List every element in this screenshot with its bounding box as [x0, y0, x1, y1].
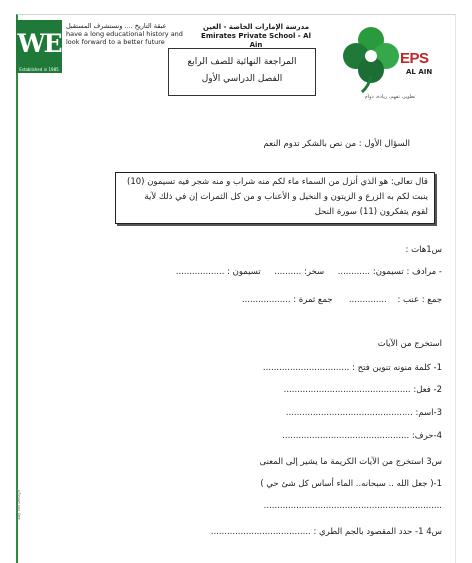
- school-name-english: Emirates Private School - Al Ain: [201, 32, 311, 49]
- plural-row: [242, 294, 442, 306]
- extract-item-blank[interactable]: ...............................................: [283, 385, 411, 395]
- synonym-row: [176, 266, 442, 278]
- extract-heading: استخرج من الآيات: [377, 339, 442, 349]
- clover-icon: [336, 20, 406, 94]
- verse-line-3: لقوم يتفكرون (11) سورة النحل: [314, 207, 428, 217]
- sakhar-label: سخر:: [304, 267, 325, 277]
- jam-thamara-label: جمع ثمرة :: [293, 295, 333, 305]
- extract-item-blank[interactable]: ...............................................: [285, 408, 413, 418]
- document-title: المراجعة النهائية للصف الرابع: [187, 57, 297, 67]
- question1-heading: السؤال الأول : من نص بالشكر تدوم النعم: [263, 139, 410, 149]
- question3-item-1: 1-( جعل الله .. سبحانه.. الماء أساس كل شئ حي ): [260, 479, 442, 489]
- extract-item-label: 2- فعل:: [413, 385, 442, 395]
- document-subtitle: الفصل الدراسي الأول: [201, 74, 283, 84]
- eps-brand: EPS: [400, 50, 429, 67]
- extract-item-4: [282, 430, 442, 442]
- extract-item-label: 4-حرف:: [411, 431, 442, 441]
- extract-item-label: 1- كلمة منونه تنوين فتح :: [352, 363, 442, 373]
- eps-logo: [336, 20, 446, 98]
- tasimun-label: تسيمون :: [227, 267, 261, 277]
- extract-item-blank[interactable]: ...............................................: [282, 431, 410, 441]
- jam-label: جمع : عنب :: [397, 295, 442, 305]
- verse-line-1: قال تعالى: هو الذي أنزل من السماء ماء لكم منه شراب و منه شجر فيه تسيمون (10): [127, 177, 428, 187]
- school-name-arabic: مدرسة الإمارات الخاصة - العين: [202, 23, 310, 31]
- jam-thamara-blank[interactable]: ..................: [241, 295, 291, 305]
- question3-heading: س3 استخرج من الآيات الكريمة ما يشير إلى المعنى: [259, 457, 442, 467]
- question4-blank[interactable]: .....................................: [210, 527, 311, 537]
- we-logo: WE: [16, 20, 62, 66]
- question3-answer-blank[interactable]: ..................................................................: [263, 501, 442, 511]
- s1-label: س1هات :: [405, 245, 442, 255]
- eps-motto: تطوير، تفهم، ريادة، دوام: [364, 94, 416, 100]
- eps-location: AL AIN: [406, 68, 433, 76]
- established-label: Established in 1985: [16, 66, 62, 73]
- document-title-box: [168, 48, 316, 96]
- muradif-blank[interactable]: ............: [337, 267, 371, 277]
- question4: [211, 526, 442, 538]
- extract-item-label: 3-اسم:: [415, 408, 442, 418]
- side-note: Say Yes Design: [16, 489, 21, 520]
- school-tagline: [66, 22, 184, 46]
- extract-item-3: [286, 407, 442, 419]
- school-name: [196, 23, 316, 50]
- jam-blank[interactable]: ..............: [348, 295, 387, 305]
- sakhar-blank[interactable]: ..........: [274, 267, 302, 277]
- tagline-arabic: عبقة التاريخ .... ونستشرف المستقبل: [66, 22, 167, 30]
- question4-label: س4 1- حدد المقصود بالجم الطري :: [313, 527, 442, 537]
- extract-item-2: [284, 384, 442, 396]
- extract-item-1: [263, 362, 442, 374]
- extract-item-blank[interactable]: ................................: [262, 363, 350, 373]
- verse-line-2: ينبت لكم به الزرع و الزيتون و النخيل و الأعناب و من كل الثمرات إن في ذلك لآية: [144, 192, 428, 202]
- muradif-label: - مرادف : تسيمون:: [372, 267, 442, 277]
- tasimun-blank[interactable]: ..................: [175, 267, 225, 277]
- tagline-english: have a long educational history and look forward to a better future: [66, 30, 183, 46]
- verse-box: [115, 172, 435, 224]
